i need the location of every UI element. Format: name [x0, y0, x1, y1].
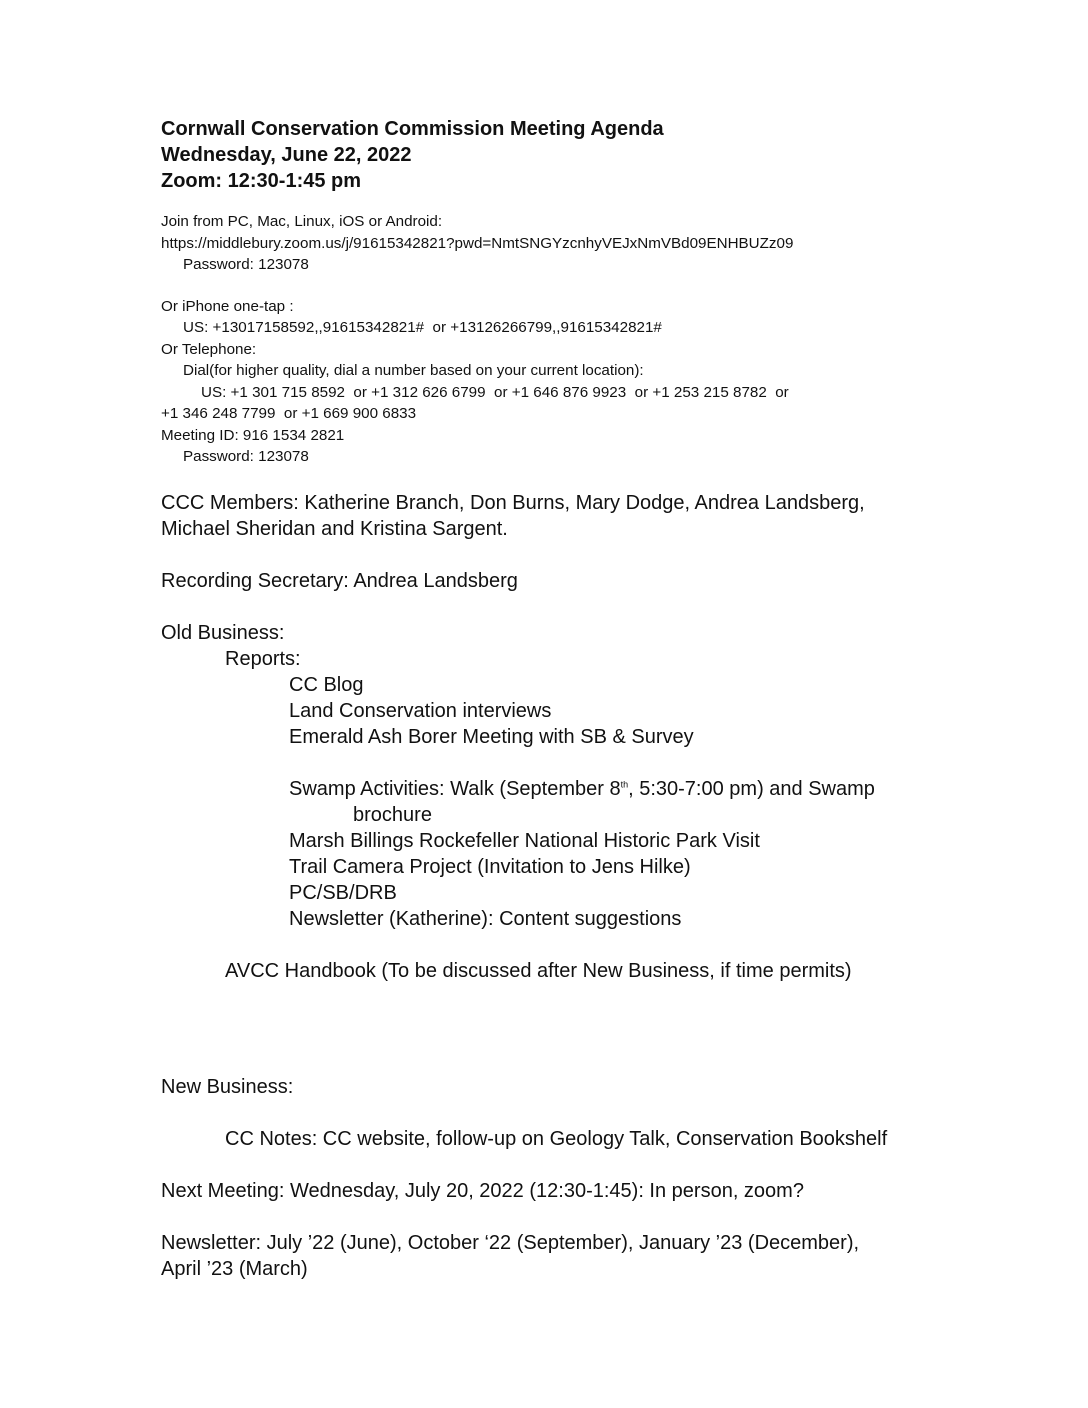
next-meeting: Next Meeting: Wednesday, July 20, 2022 (12:30-1:45): In person, zoom? [161, 1179, 804, 1202]
swamp-prefix: Swamp Activities: Walk (September 8 [289, 777, 621, 800]
swamp-continuation: brochure [353, 803, 432, 826]
report-item: Trail Camera Project (Invitation to Jens Hilke) [289, 855, 691, 878]
iphone-numbers: US: +13017158592,,91615342821# or +13126266799,,91615342821# [183, 319, 662, 336]
dial-numbers-cont: +1 346 248 7799 or +1 669 900 6833 [161, 405, 417, 422]
dial-numbers: US: +1 301 715 8592 or +1 312 626 6799 or +1 646 876 9923 or +1 253 215 8782 or [201, 383, 789, 401]
swamp-ordinal: th [620, 778, 629, 789]
report-item: Newsletter (Katherine): Content suggestions [289, 907, 682, 930]
zoom-info [161, 211, 961, 468]
zoom-link[interactable]: https://middlebury.zoom.us/j/91615342821?pwd=NmtSNGYzcnhyVEJxNmVBd09ENHBUZz09 [161, 234, 794, 252]
members [161, 490, 961, 542]
meeting-id: Meeting ID: 916 1534 2821 [161, 426, 345, 444]
report-item: Emerald Ash Borer Meeting with SB & Survey [289, 725, 694, 748]
iphone-label: Or iPhone one-tap : [161, 297, 294, 315]
doc-title: Cornwall Conservation Commission Meeting Agenda [161, 118, 664, 140]
new-business-heading: New Business: [161, 1075, 294, 1098]
recording-secretary: Recording Secretary: Andrea Landsberg [161, 569, 518, 592]
old-business-heading: Old Business: [161, 621, 285, 644]
avcc-handbook: AVCC Handbook (To be discussed after New Business, if time permits) [225, 959, 852, 982]
report-item: PC/SB/DRB [289, 881, 397, 904]
cc-notes: CC Notes: CC website, follow-up on Geology Talk, Conservation Bookshelf [225, 1127, 888, 1150]
meeting-password: Password: 123078 [183, 448, 309, 465]
dial-note: Dial(for higher quality, dial a number based on your current location): [183, 362, 644, 379]
reports-heading: Reports: [225, 647, 301, 670]
report-item: CC Blog [289, 673, 364, 696]
old-business [161, 620, 961, 984]
report-item-swamp [161, 776, 961, 802]
zoom-password: Password: 123078 [183, 256, 309, 273]
members-line-1: CCC Members: Katherine Branch, Don Burns, Mary Dodge, Andrea Landsberg, [161, 491, 865, 514]
report-item: Marsh Billings Rockefeller National Historic Park Visit [289, 829, 760, 852]
meeting-time: Zoom: 12:30-1:45 pm [161, 170, 362, 192]
swamp-suffix: , 5:30-7:00 pm) and Swamp [628, 777, 875, 800]
new-business [161, 1074, 961, 1152]
agenda-document [161, 116, 961, 1282]
report-item: Land Conservation interviews [289, 699, 552, 722]
members-line-2: Michael Sheridan and Kristina Sargent. [161, 517, 508, 540]
newsletter-schedule [161, 1230, 961, 1282]
meeting-date: Wednesday, June 22, 2022 [161, 144, 412, 166]
newsletter-line-1: Newsletter: July ’22 (June), October ‘22 (September), January ’23 (December), [161, 1231, 860, 1254]
newsletter-line-2: April ’23 (March) [161, 1257, 308, 1280]
header-block [161, 116, 961, 194]
join-label: Join from PC, Mac, Linux, iOS or Android: [161, 213, 443, 230]
telephone-label: Or Telephone: [161, 340, 257, 358]
